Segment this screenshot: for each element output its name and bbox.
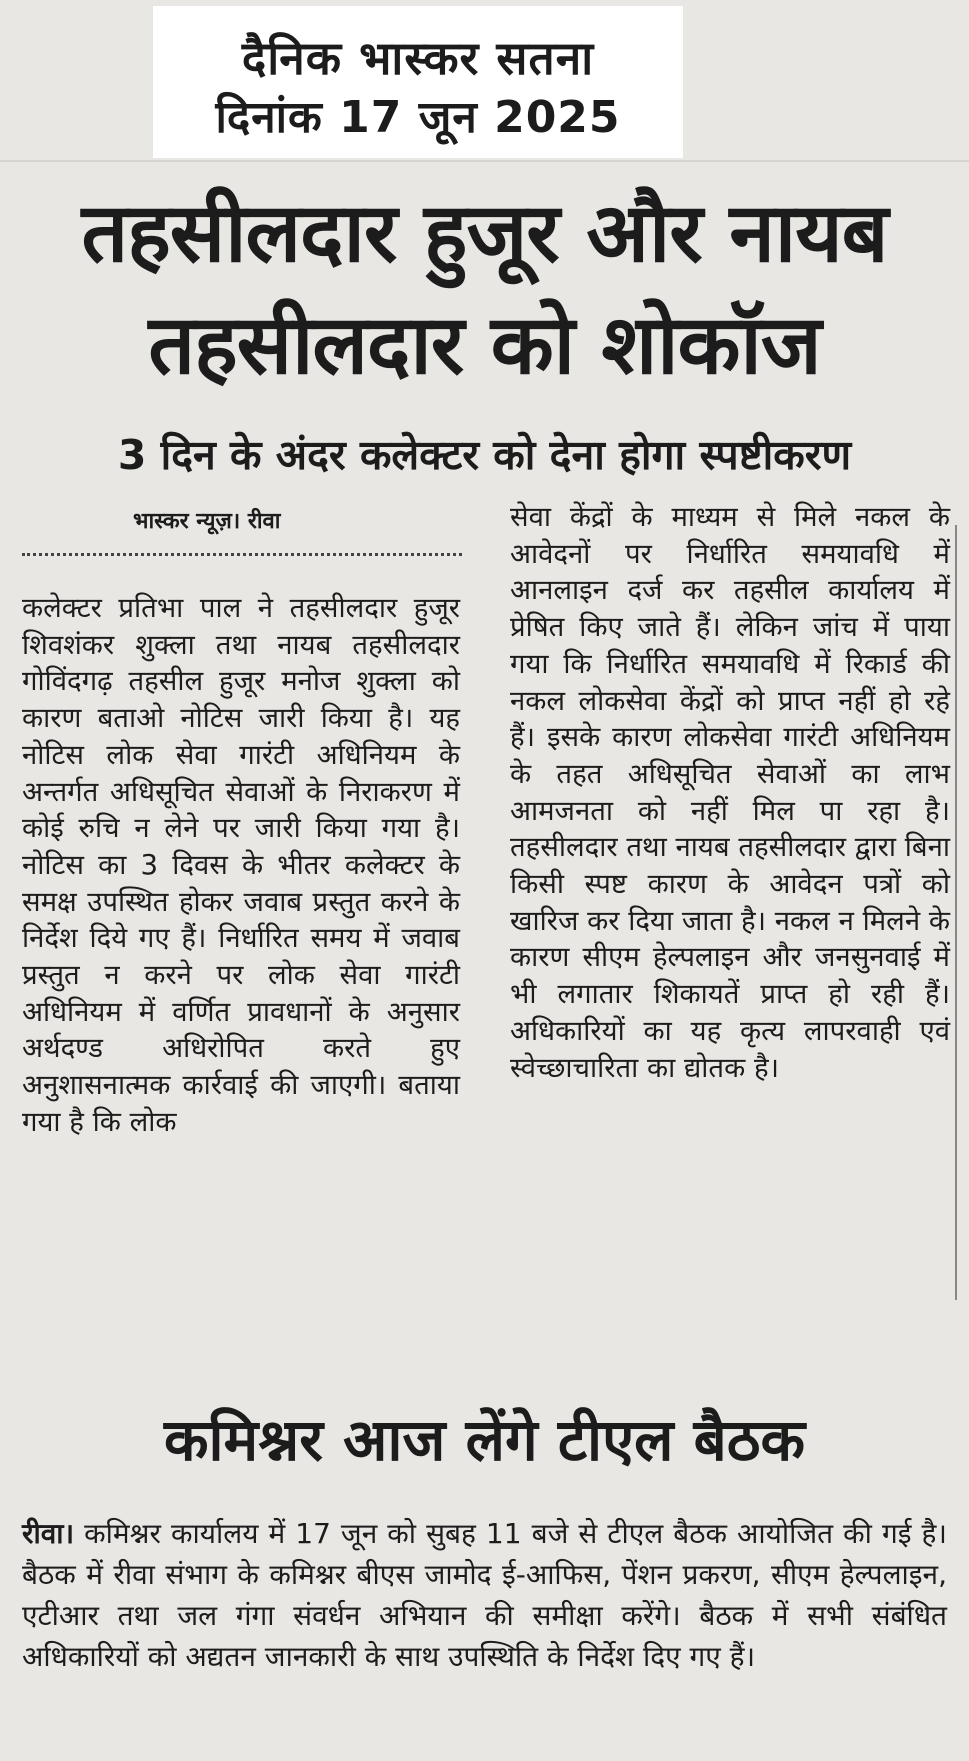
headline-line-2: तहसीलदार को शोकॉज [148,298,821,393]
second-story-place: रीवा। [22,1517,75,1550]
article-right-column: सेवा केंद्रों के माध्यम से मिले नकल के आवेदनों पर निर्धारित समयावधि में आनलाइन दर्ज कर तहसील कार्यालय में प्रेषित किए जाते हैं। लेकिन जांच में पाया गया कि निर्धारित समयावधि में रिकार्ड की नकल लोकसेवा केंद्रों को प्राप्त नहीं हो रहे हैं। इसके कारण लोकसेवा गारंटी अधिनियम के तहत अधिसूचित सेवाओं का लाभ आमजनता को नहीं मिल पा रहा है। तहसीलदार तथा नायब तहसीलदार द्वारा बिना किसी स्पष्ट कारण के आवेदन पत्रों को खारिज कर दिया जाता है। नकल न मिलने के कारण सीएम हेल्पलाइन और जनसुनवाई में भी लगातार शिकायतें प्राप्त हो रही हैं। अधिकारियों का यह कृत्य लापरवाही एवं स्वेच्छाचारिता का द्योतक है। [510,501,950,1084]
second-story-text: कमिश्नर कार्यालय में 17 जून को सुबह 11 बजे से टीएल बैठक आयोजित की गई है। बैठक में रीवा संभाग के कमिश्नर बीएस जामोद ई-आफिस, पेंशन प्रकरण, सीएम हेल्पलाइन, एटीआर तथा जल गंगा संवर्धन अभियान की समीक्षा करेंगे। बैठक में सभी संबंधित अधिकारियों को अद्यतन जानकारी के साथ उपस्थिति के निर्देश दिए गए हैं। [22,1517,947,1673]
dateline: भास्कर न्यूज़। रीवा [133,509,281,534]
article-left-column: कलेक्टर प्रतिभा पाल ने तहसीलदार हुजूर शिवशंकर शुक्ला तथा नायब तहसीलदार गोविंदगढ़ तहसील हुजूर मनोज शुक्ला को कारण बताओ नोटिस जारी किया है। यह नोटिस लोक सेवा गारंटी अधिनियम के अन्तर्गत अधिसूचित सेवाओं के निराकरण में कोई रुचि न लेने पर जारी किया गया है। नोटिस का 3 दिवस के भीतर कलेक्टर के समक्ष उपस्थित होकर जवाब प्रस्तुत करने के निर्देश दिये गए हैं। निर्धारित समय में जवाब प्रस्तुत न करने पर लोक सेवा गारंटी अधिनियम में वर्णित प्रावधानों के अनुसार अर्थदण्ड अधिरोपित करते हुए अनुशासनात्मक कार्रवाई की जाएगी। बताया गया है कि लोक [22,592,460,1138]
dotted-divider [22,553,462,556]
second-story-body [22,1513,947,1677]
masthead-publication: दैनिक भास्कर सतना [241,31,595,85]
masthead-label [153,6,683,158]
column-rule [955,525,957,1300]
headline-line-1: तहसीलदार हुजूर और नायब [81,186,888,281]
second-story-headline: कमिश्नर आज लेंगे टीएल बैठक [163,1406,806,1474]
main-headline [0,178,969,402]
fold-divider [0,160,969,162]
sub-headline: 3 दिन के अंदर कलेक्टर को देना होगा स्पष्टीकरण [117,431,852,479]
masthead-date: दिनांक 17 जून 2025 [215,92,621,143]
